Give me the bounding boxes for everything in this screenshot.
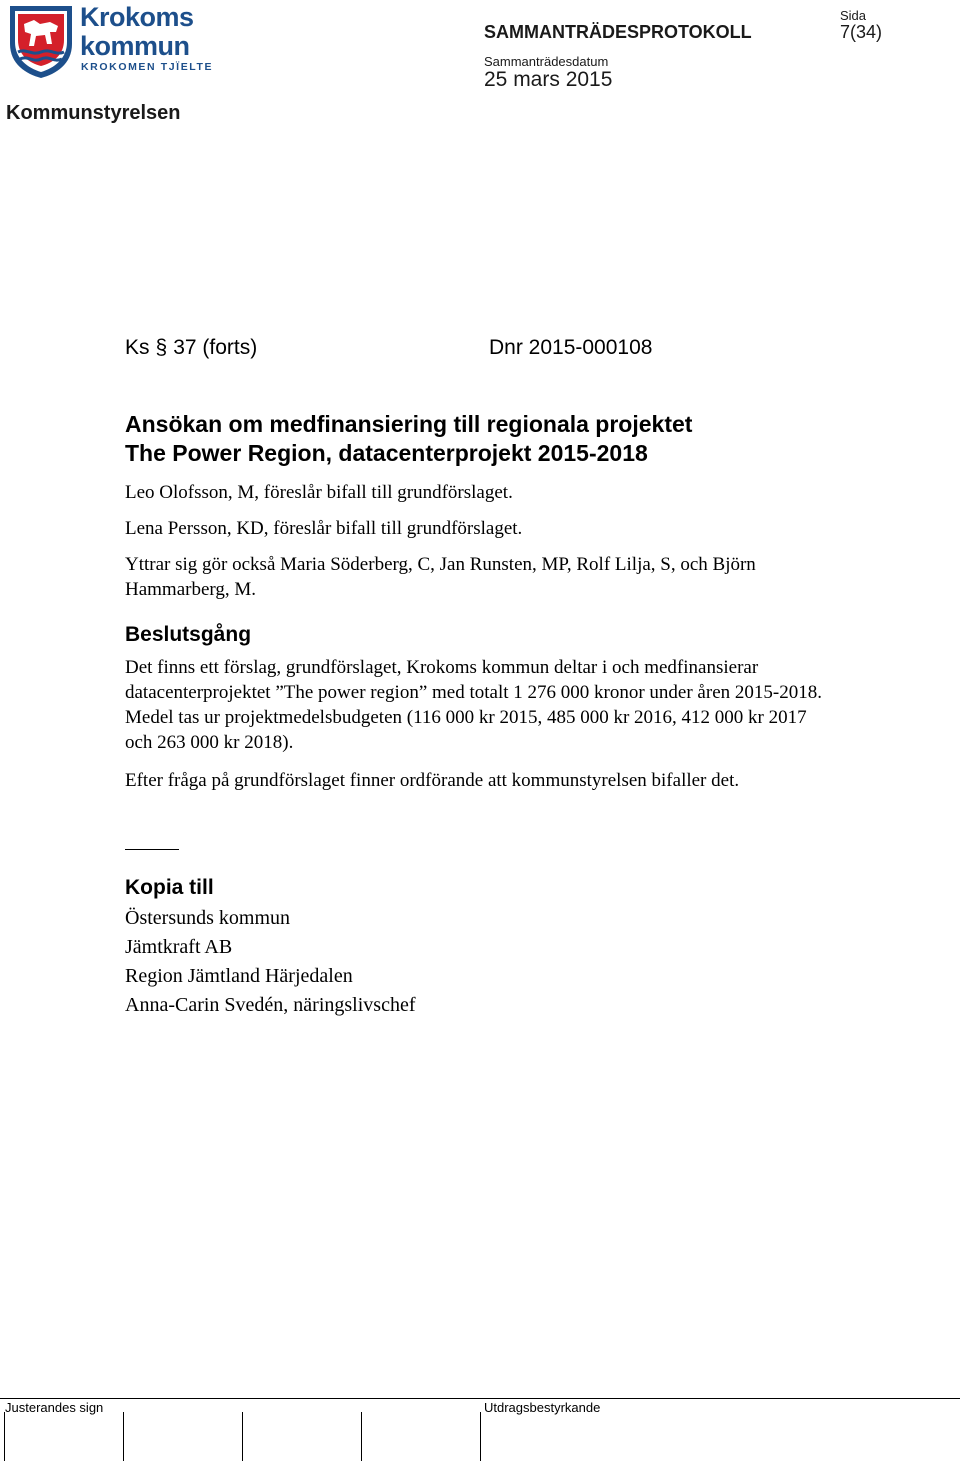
heading-decision-process: Beslutsgång: [125, 623, 252, 646]
paragraph-proposal-1: Leo Olofsson, M, föreslår bifall till grundförslaget.: [125, 482, 513, 503]
signature-box-divider: [4, 1412, 5, 1461]
logo-name-line1: Krokoms: [80, 2, 194, 32]
registration-number: Dnr 2015-000108: [489, 336, 653, 359]
case-number: 37 (forts): [173, 336, 258, 359]
paragraph-sign: §: [155, 336, 168, 359]
copy-recipient: Jämtkraft AB: [125, 936, 233, 958]
signature-label: Justerandes sign: [5, 1400, 104, 1415]
signature-box-divider: [123, 1412, 124, 1461]
paragraph-outcome: Efter fråga på grundförslaget finner ordförande att kommunstyrelsen bifaller det.: [125, 770, 740, 791]
case-title-line2: The Power Region, datacenterprojekt 2015-2018: [125, 440, 648, 466]
case-prefix: Ks: [125, 336, 150, 359]
extract-certification-label: Utdragsbestyrkande: [484, 1400, 601, 1415]
signature-box-divider: [242, 1412, 243, 1461]
copy-recipient: Anna-Carin Svedén, näringslivschef: [125, 994, 416, 1016]
copy-recipient: Region Jämtland Härjedalen: [125, 965, 353, 987]
page-label: Sida: [840, 8, 867, 23]
organ-name: Kommunstyrelsen: [6, 102, 181, 124]
copy-recipient: Östersunds kommun: [125, 907, 290, 929]
case-reference: [125, 336, 257, 360]
case-title-line1: Ansökan om medfinansiering till regionala projektet: [125, 411, 693, 437]
logo-tagline: KROKOMEN TJÏELTE: [81, 61, 214, 73]
signature-box-divider: [480, 1412, 481, 1461]
document-type: SAMMANTRÄDESPROTOKOLL: [484, 22, 752, 42]
page-number: 7(34): [840, 22, 883, 42]
paragraph-proposal-2: Lena Persson, KD, föreslår bifall till grundförslaget.: [125, 518, 523, 539]
paragraph-decision: Det finns ett förslag, grundförslaget, Krokoms kommun deltar i och medfinansierar datacenterprojektet ”The power region” med totalt 1 276 000 kronor under åren 2015-2018. Medel tas ur projektmedelsbudgeten (116 000 kr 2015, 485 000 kr 2016, 412 000 kr 2017 och 263 000 kr 2018).: [125, 657, 822, 753]
footer-rule: [0, 1398, 960, 1399]
meeting-date-label: Sammanträdesdatum: [484, 54, 609, 69]
heading-copy-to: Kopia till: [125, 876, 214, 899]
signature-box-divider: [361, 1412, 362, 1461]
logo-name-line2: kommun: [80, 31, 190, 61]
case-title: [125, 410, 885, 468]
paragraph-speakers: Yttrar sig gör också Maria Söderberg, C, Jan Runsten, MP, Rolf Lilja, S, och Björn Hammarberg, M.: [125, 554, 756, 600]
section-divider: [125, 849, 179, 850]
meeting-date-value: 25 mars 2015: [484, 68, 613, 91]
